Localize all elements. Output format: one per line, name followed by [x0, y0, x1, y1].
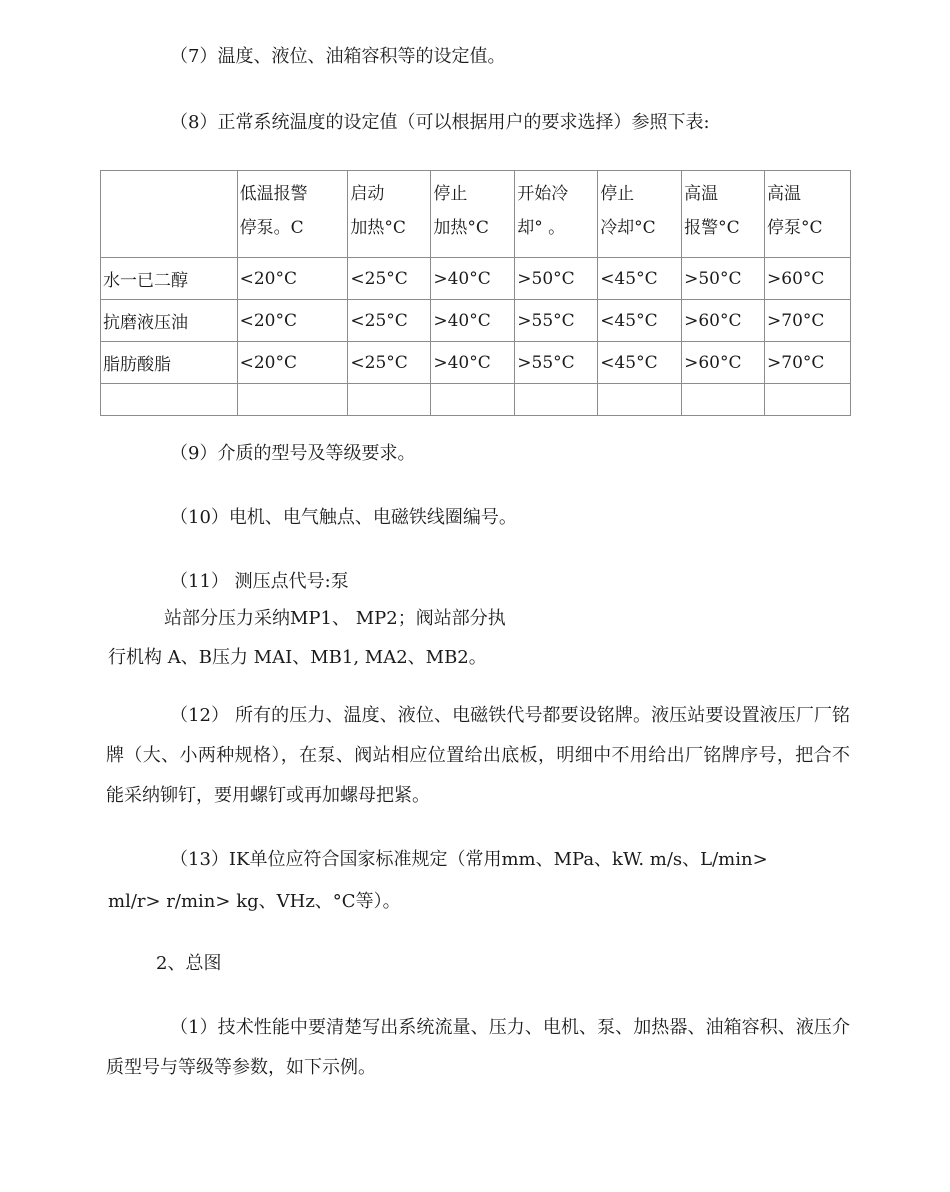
table-cell: <45°C — [598, 300, 682, 342]
item-13-line-2: ml/r> r/min> kg、VHz、°C等）。 — [108, 891, 401, 912]
medium-cell: 水一已二醇 — [101, 258, 238, 300]
table-header-row — [101, 171, 851, 258]
header-cell: 停止 冷却°C — [598, 171, 682, 258]
medium-cell: 脂肪酸脂 — [101, 342, 238, 384]
item-12: （12） 所有的压力、温度、液位、电磁铁代号都要设铭牌。液压站要设置液压厂厂铭牌（大、小两种规格），在泵、阀站相应位置给出底板，明细中不用给出厂铭牌序号，把合不能采纳铆钉，要用螺钉或再加螺母把紧。 — [106, 705, 850, 806]
table-cell: <25°C — [348, 300, 431, 342]
table-cell — [598, 384, 682, 416]
item-13-line-1: （13）IK单位应符合国家标准规定（常用mm、MPa、kW. m/s、L/min> — [170, 849, 768, 870]
table-cell: >70°C — [765, 342, 851, 384]
table-cell — [431, 384, 515, 416]
table-cell: <20°C — [237, 300, 348, 342]
item-11-line-1: （11） 测压点代号:泵 — [170, 571, 349, 592]
table-cell: >55°C — [515, 342, 598, 384]
table-row — [101, 300, 851, 342]
table-cell: >40°C — [431, 342, 515, 384]
section-2-item-1: （1）技术性能中要清楚写出系统流量、压力、电机、泵、加热器、油箱容积、液压介质型号与等级等参数，如下示例。 — [106, 1017, 850, 1078]
item-7: （7）温度、液位、油箱容积等的设定值。 — [170, 46, 506, 67]
table-cell — [348, 384, 431, 416]
table-cell: >60°C — [682, 300, 765, 342]
header-cell: 高温 报警°C — [682, 171, 765, 258]
item-11-line-3: 行机构 A、B压力 MAI、MB1, MA2、MB2。 — [108, 647, 487, 668]
table-cell — [237, 384, 348, 416]
item-9: （9）介质的型号及等级要求。 — [170, 443, 416, 464]
table-cell — [682, 384, 765, 416]
table-cell: <25°C — [348, 342, 431, 384]
section-2-heading: 2、总图 — [156, 953, 222, 974]
table-cell: >40°C — [431, 258, 515, 300]
table-cell: >40°C — [431, 300, 515, 342]
table-cell: <20°C — [237, 342, 348, 384]
header-cell — [101, 171, 238, 258]
table-cell: <45°C — [598, 258, 682, 300]
header-cell: 启动 加热°C — [348, 171, 431, 258]
table-cell — [515, 384, 598, 416]
table-cell: >50°C — [682, 258, 765, 300]
header-cell: 停止 加热°C — [431, 171, 515, 258]
table-row — [101, 258, 851, 300]
temperature-settings-table — [100, 170, 851, 416]
header-cell: 高温 停泵°C — [765, 171, 851, 258]
table-cell: >60°C — [765, 258, 851, 300]
table-cell: >55°C — [515, 300, 598, 342]
item-8: （8）正常系统温度的设定值（可以根据用户的要求选择）参照下表: — [170, 112, 710, 133]
medium-cell: 抗磨液压油 — [101, 300, 238, 342]
table-row — [101, 342, 851, 384]
table-cell: >60°C — [682, 342, 765, 384]
table-cell: <45°C — [598, 342, 682, 384]
item-10: （10）电机、电气触点、电磁铁线圈编号。 — [170, 507, 517, 528]
table-row-empty — [101, 384, 851, 416]
table-cell: >70°C — [765, 300, 851, 342]
table-cell: <20°C — [237, 258, 348, 300]
table-cell — [101, 384, 238, 416]
header-cell: 低温报警 停泵。C — [237, 171, 348, 258]
item-11-line-2: 站部分压力采纳MP1、 MP2；阀站部分执 — [164, 608, 506, 629]
table-cell: <25°C — [348, 258, 431, 300]
table-cell — [765, 384, 851, 416]
header-cell: 开始冷 却° 。 — [515, 171, 598, 258]
table-cell: >50°C — [515, 258, 598, 300]
